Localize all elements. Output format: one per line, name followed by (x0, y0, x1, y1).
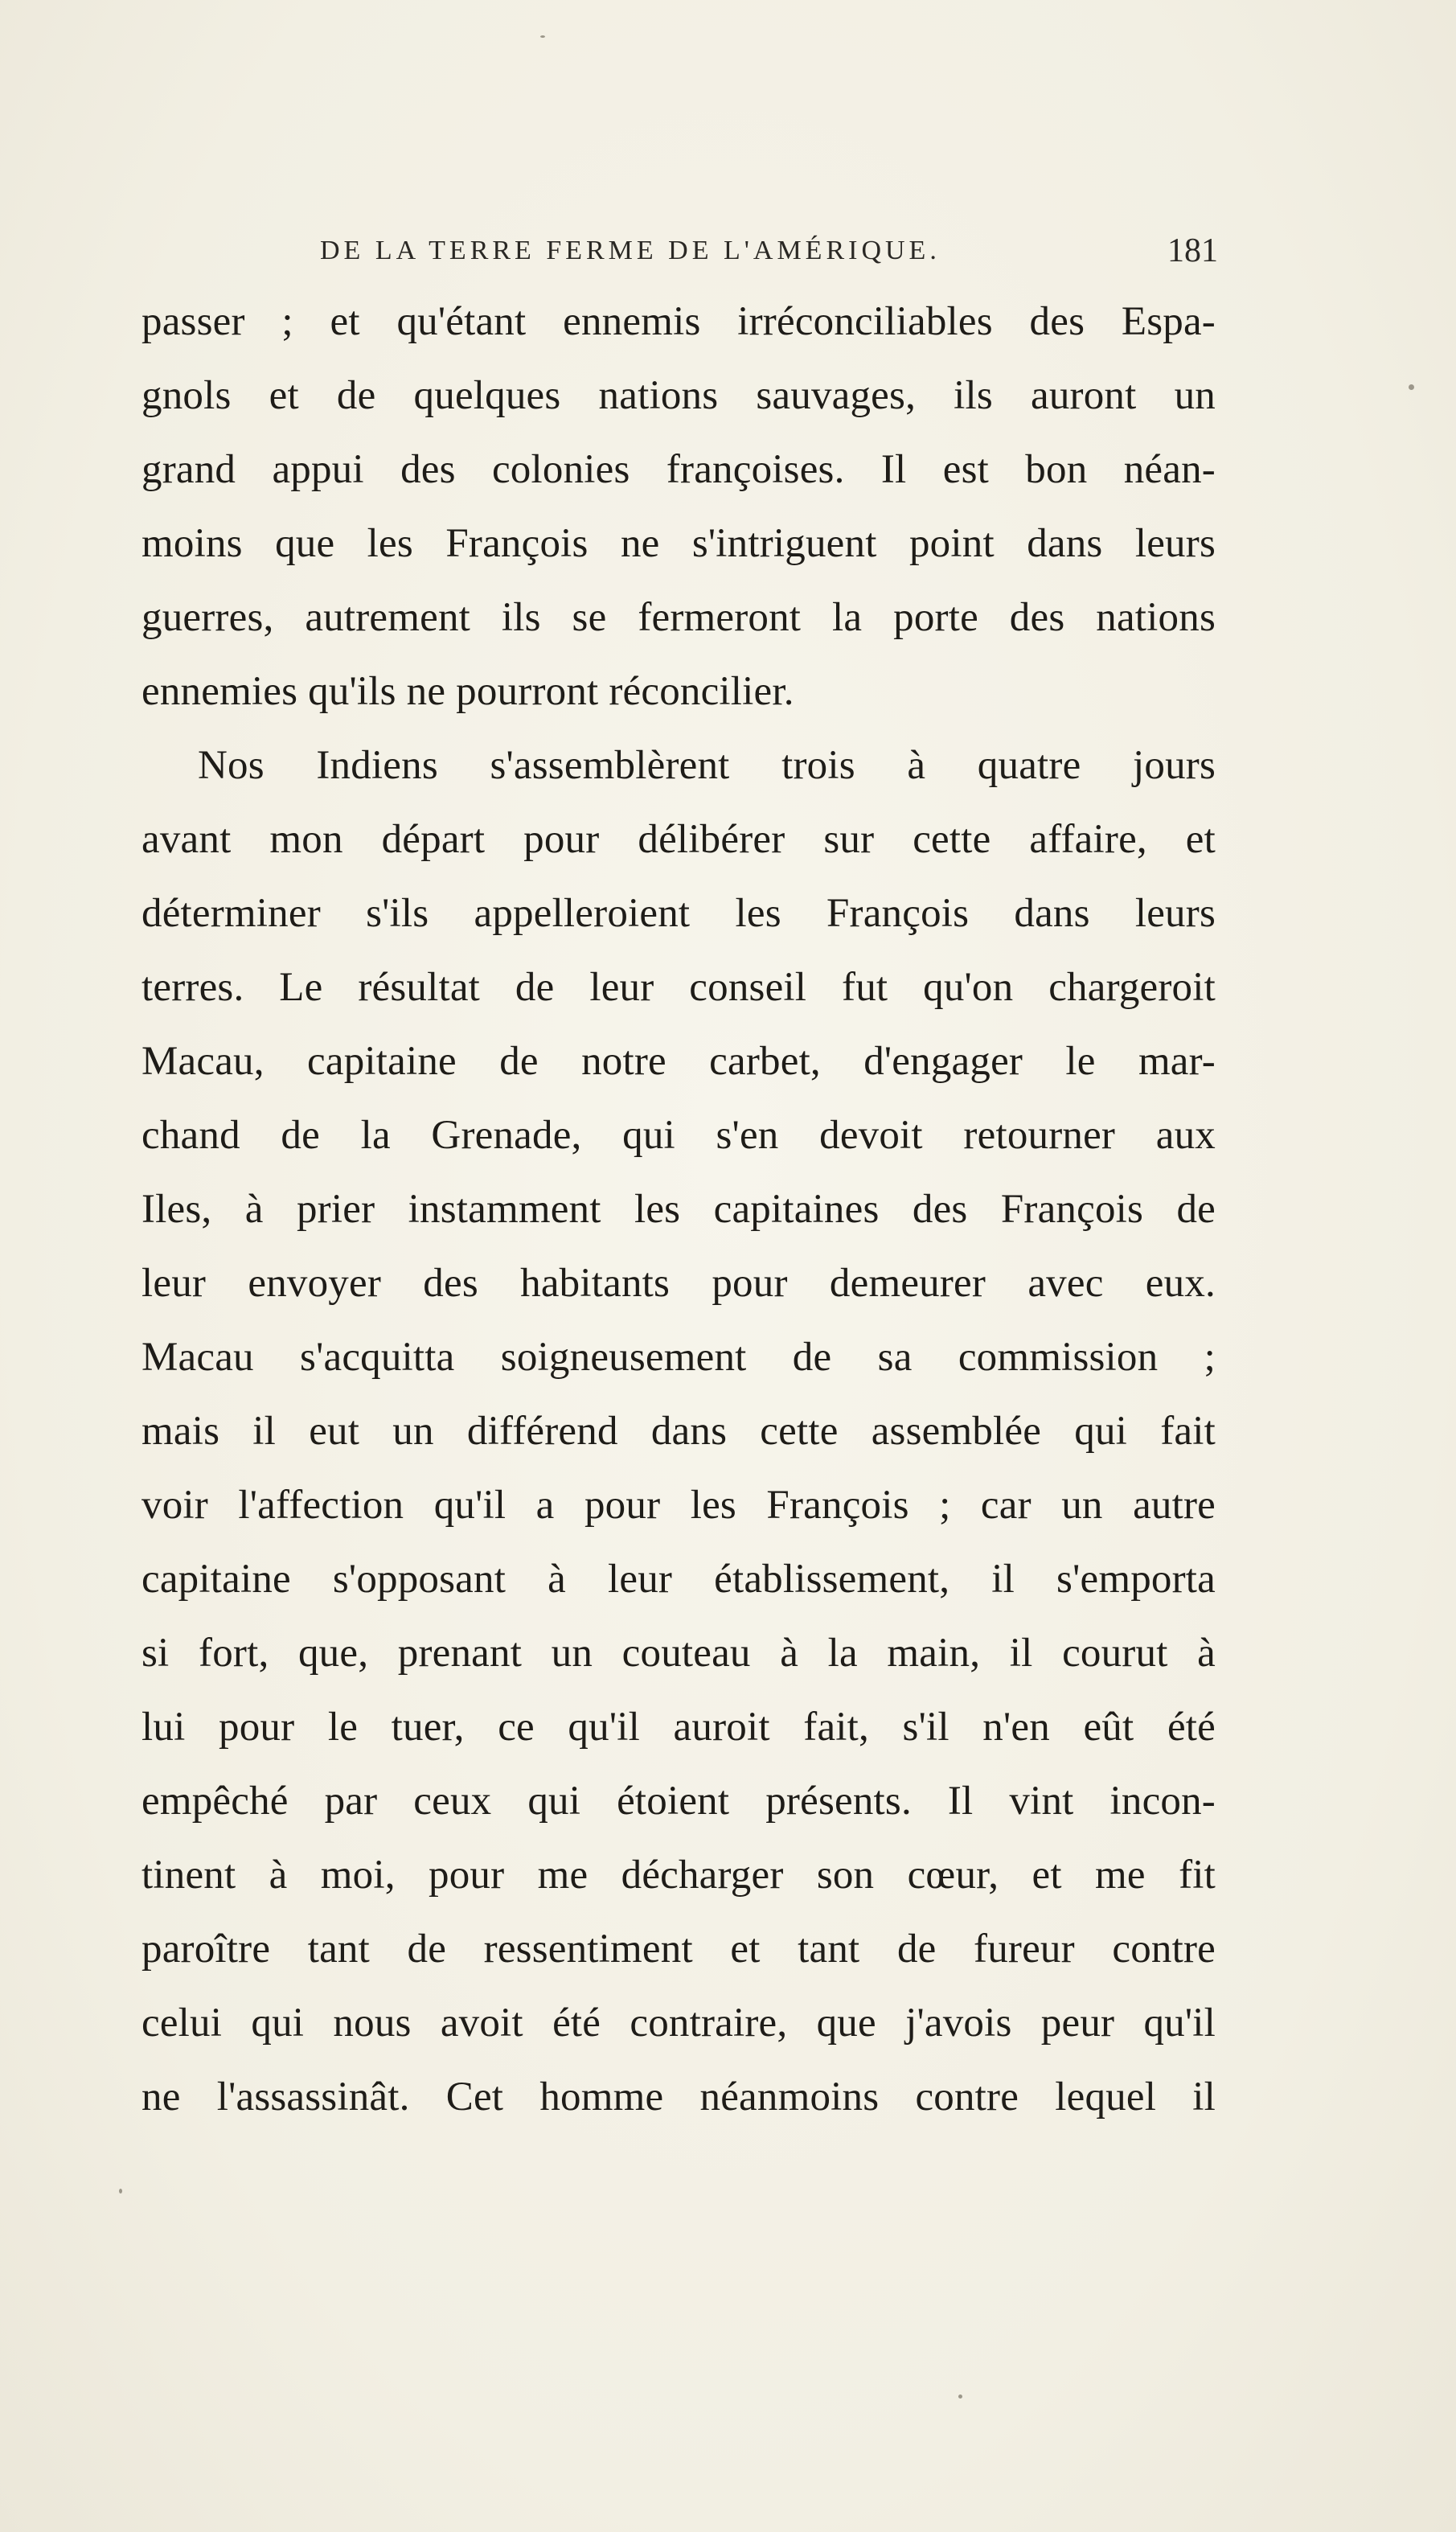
text-line: grand appui des colonies françoises. Il est bon néan- (141, 447, 1216, 492)
running-head (137, 227, 1218, 275)
body-text (141, 285, 1216, 2134)
text-line: leur envoyer des habitants pour demeurer avec eux. (141, 1261, 1216, 1306)
text-line: terres. Le résultat de leur conseil fut qu'on chargeroit (141, 965, 1216, 1010)
text-line: tinent à moi, pour me décharger son cœur, et me fit (141, 1853, 1216, 1898)
text-line: déterminer s'ils appelleroient les François dans leurs (141, 891, 1216, 936)
text-line: capitaine s'opposant à leur établissement, il s'emporta (141, 1557, 1216, 1602)
paper-speck (1409, 384, 1414, 390)
text-line: empêché par ceux qui étoient présents. Il vint incon- (141, 1779, 1216, 1824)
text-line: moins que les François ne s'intriguent point dans leurs (141, 521, 1216, 566)
page-number: 181 (1167, 232, 1218, 269)
paper-speck (958, 2395, 962, 2399)
text-line: voir l'affection qu'il a pour les François ; car un autre (141, 1483, 1216, 1528)
text-line: Macau s'acquitta soigneusement de sa commission ; (141, 1335, 1216, 1380)
paper-speck (540, 35, 545, 38)
text-line: Macau, capitaine de notre carbet, d'engager le mar- (141, 1039, 1216, 1084)
text-line: chand de la Grenade, qui s'en devoit retourner aux (141, 1113, 1216, 1158)
text-line: guerres, autrement ils se fermeront la porte des nations (141, 595, 1216, 640)
text-line: lui pour le tuer, ce qu'il auroit fait, s'il n'en eût été (141, 1705, 1216, 1750)
text-line: ne l'assassinât. Cet homme néanmoins contre lequel il (141, 2074, 1216, 2120)
text-line: si fort, que, prenant un couteau à la main, il courut à (141, 1631, 1216, 1676)
text-line: paroître tant de ressentiment et tant de fureur contre (141, 1927, 1216, 1972)
text-line: mais il eut un différend dans cette assemblée qui fait (141, 1409, 1216, 1454)
text-line: celui qui nous avoit été contraire, que j'avois peur qu'il (141, 2001, 1216, 2046)
text-line: passer ; et qu'étant ennemis irréconciliables des Espa- (141, 299, 1216, 344)
running-title: DE LA TERRE FERME DE L'AMÉRIQUE. (320, 236, 941, 265)
text-line: Nos Indiens s'assemblèrent trois à quatre jours (198, 743, 1216, 788)
text-line: Iles, à prier instamment les capitaines des François de (141, 1187, 1216, 1232)
paper-speck (119, 2189, 122, 2193)
text-line: ennemies qu'ils ne pourront réconcilier. (141, 669, 794, 714)
text-line: avant mon départ pour délibérer sur cette affaire, et (141, 817, 1216, 862)
text-line: gnols et de quelques nations sauvages, ils auront un (141, 373, 1216, 418)
